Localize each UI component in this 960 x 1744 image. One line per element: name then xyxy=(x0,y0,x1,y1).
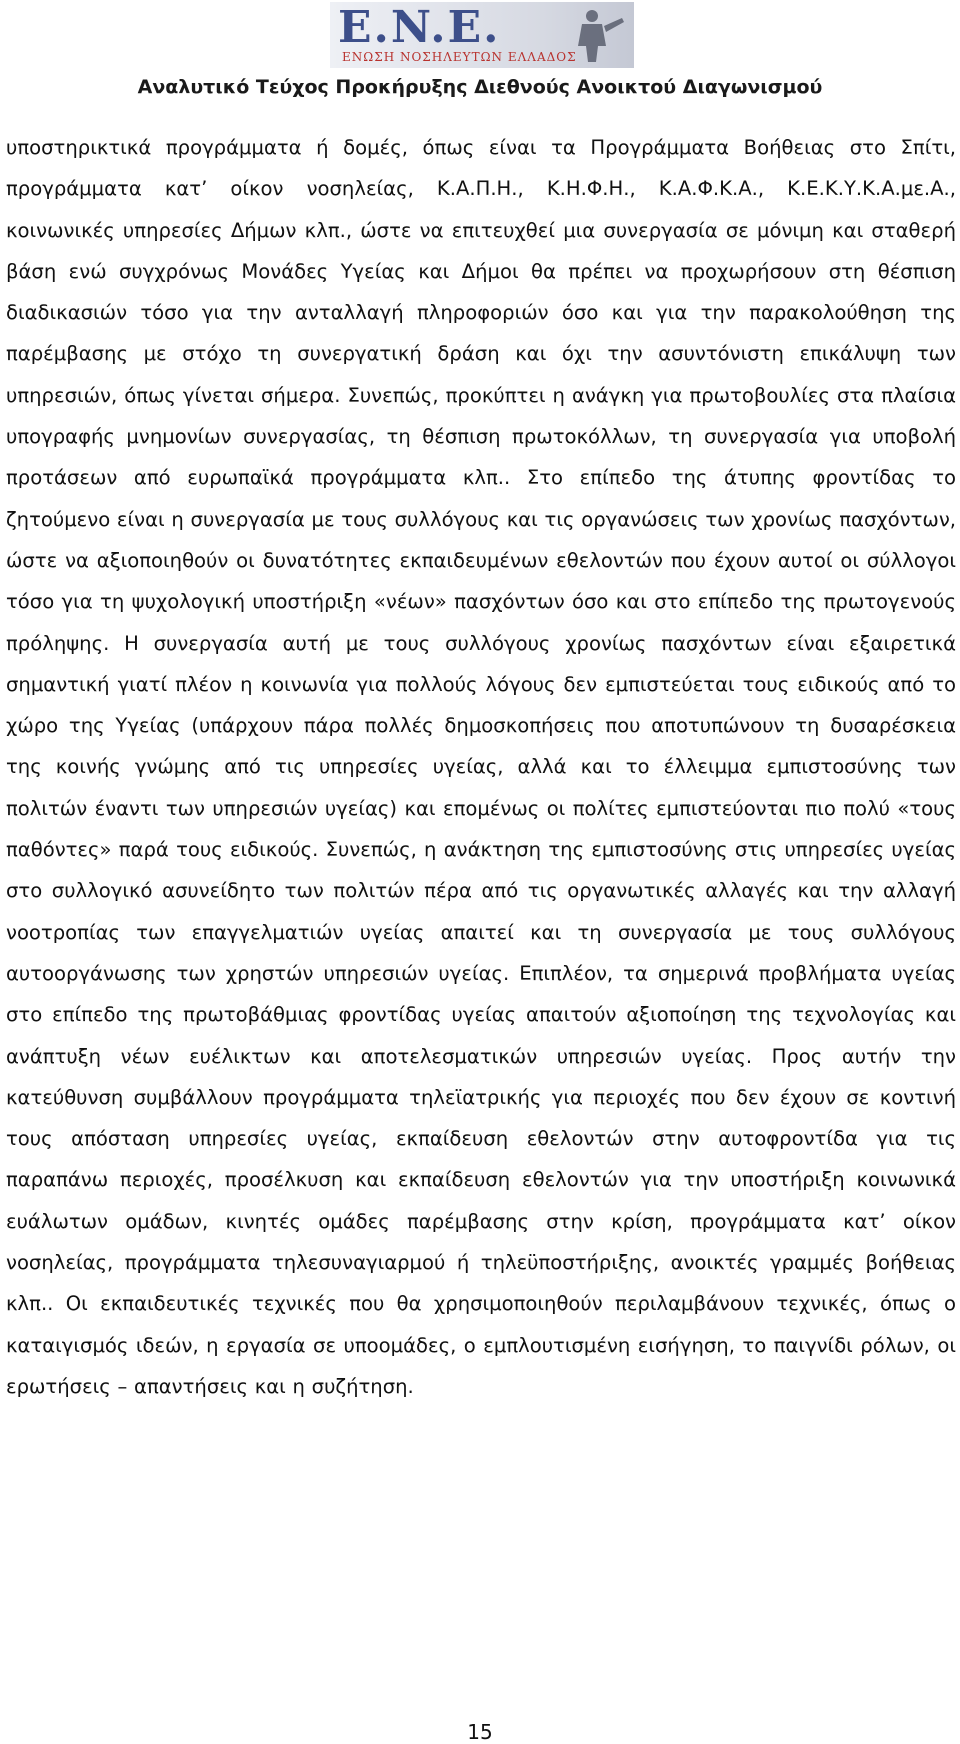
body-paragraph: υποστηρικτικά προγράμματα ή δομές, όπως είναι τα Προγράμματα Βοήθειας στο Σπίτι, προγράμματα κατ’ οίκον νοσηλείας, Κ.Α.Π.Η., Κ.Η.Φ.Η., Κ.Α.Φ.Κ.Α., Κ.Ε.Κ.Υ.Κ.Α.με.Α., κοινωνικές υπηρεσίες Δήμων κλπ., ώστε να επιτευχθεί μια συνεργασία σε μόνιμη και σταθερή βάση ενώ συγχρόνως Μονάδες Υγείας και Δήμοι θα πρέπει να προχωρήσουν στη θέσπιση διαδικασιών τόσο για την ανταλλαγή πληροφοριών όσο και για την παρακολούθηση της παρέμβασης με στόχο τη συνεργατική δράση και όχι την ασυντόνιστη επικάλυψη των υπηρεσιών, όπως γίνεται σήμερα. Συνεπώς, προκύπτει η ανάγκη για πρωτοβουλίες στα πλαίσια υπογραφής μνημονίων συνεργασίας, τη θέσπιση πρωτοκόλλων, τη συνεργασία για υποβολή προτάσεων από ευρωπαϊκά προγράμματα κλπ.. Στο επίπεδο της άτυπης φροντίδας το ζητούμενο είναι η συνεργασία με τους συλλόγους και τις οργανώσεις των χρονίως πασχόντων, ώστε να αξιοποιηθούν οι δυνατότητες εκπαιδευμένων εθελοντών που έχουν αυτοί οι σύλλογοι τόσο για τη ψυχολογική υποστήριξη «νέων» πασχόντων όσο και στο επίπεδο της πρωτογενούς πρόληψης. Η συνεργασία αυτή με τους συλλόγους χρονίως πασχόντων είναι εξαιρετικά σημαντική γιατί πλέον η κοινωνία για πολλούς λόγους δεν εμπιστεύεται τους ειδικούς από το χώρο της Υγείας (υπάρχουν πάρα πολλές δημοσκοπήσεις που αποτυπώνουν τη δυσαρέσκεια της κοινής γνώμης από τις υπηρεσίες υγείας, αλλά και το έλλειμμα εμπιστοσύνης των πολιτών έναντι των υπηρεσιών υγείας) και επομένως οι πολίτες εμπιστεύονται πιο πολύ «τους παθόντες» παρά τους ειδικούς. Συνεπώς, η ανάκτηση της εμπιστοσύνης στις υπηρεσίες υγείας στο συλλογικό ασυνείδητο των πολιτών πέρα από τις οργανωτικές αλλαγές και την αλλαγή νοοτροπίας των επαγγελματιών υγείας απαιτεί και τη συνεργασία με τους συλλόγους αυτοοργάνωσης των χρηστών υπηρεσιών υγείας. Επιπλέον, τα σημερινά προβλήματα υγείας στο επίπεδο της πρωτοβάθμιας φροντίδας υγείας απαιτούν αξιοποίηση της τεχνολογίας και ανάπτυξη νέων ευέλικτων και αποτελεσματικών υπηρεσιών υγείας. Προς αυτήν την κατεύθυνση συμβάλλουν προγράμματα τηλεϊατρικής για περιοχές που δεν έχουν σε κοντινή τους απόσταση υπηρεσίες υγείας, εκπαίδευση εθελοντών στην αυτοφροντίδα για τις παραπάνω περιοχές, προσέλκυση και εκπαίδευση εθελοντών για την υποστήριξη κοινωνικά ευάλωτων ομάδων, κινητές ομάδες παρέμβασης στην κρίση, προγράμματα κατ’ οίκον νοσηλείας, προγράμματα τηλεσυναγιαρμού ή τηλεϋποστήριξης, ανοικτές γραμμές βοήθειας κλπ.. Οι εκπαιδευτικές τεχνικές που θα χρησιμοποιηθούν περιλαμβάνουν τεχνικές, όπως ο καταιγισμός ιδεών, η εργασία σε υποομάδες, ο εμπλουτισμένη εισήγηση, το παιγνίδι ρόλων, οι ερωτήσεις – απαντήσεις και η συζήτηση. xyxy=(6,136,956,1398)
document-header-title: Αναλυτικό Τεύχος Προκήρυξης Διεθνούς Ανοικτού Διαγωνισμού xyxy=(137,76,823,98)
page-number: 15 xyxy=(467,1720,493,1744)
logo-wordmark: E.N.E. xyxy=(338,2,501,53)
ene-logo xyxy=(330,2,634,68)
logo-subtitle: ΕΝΩΣΗ ΝΟΣΗΛΕΥΤΩΝ ΕΛΛΑΔΟΣ xyxy=(342,50,577,64)
